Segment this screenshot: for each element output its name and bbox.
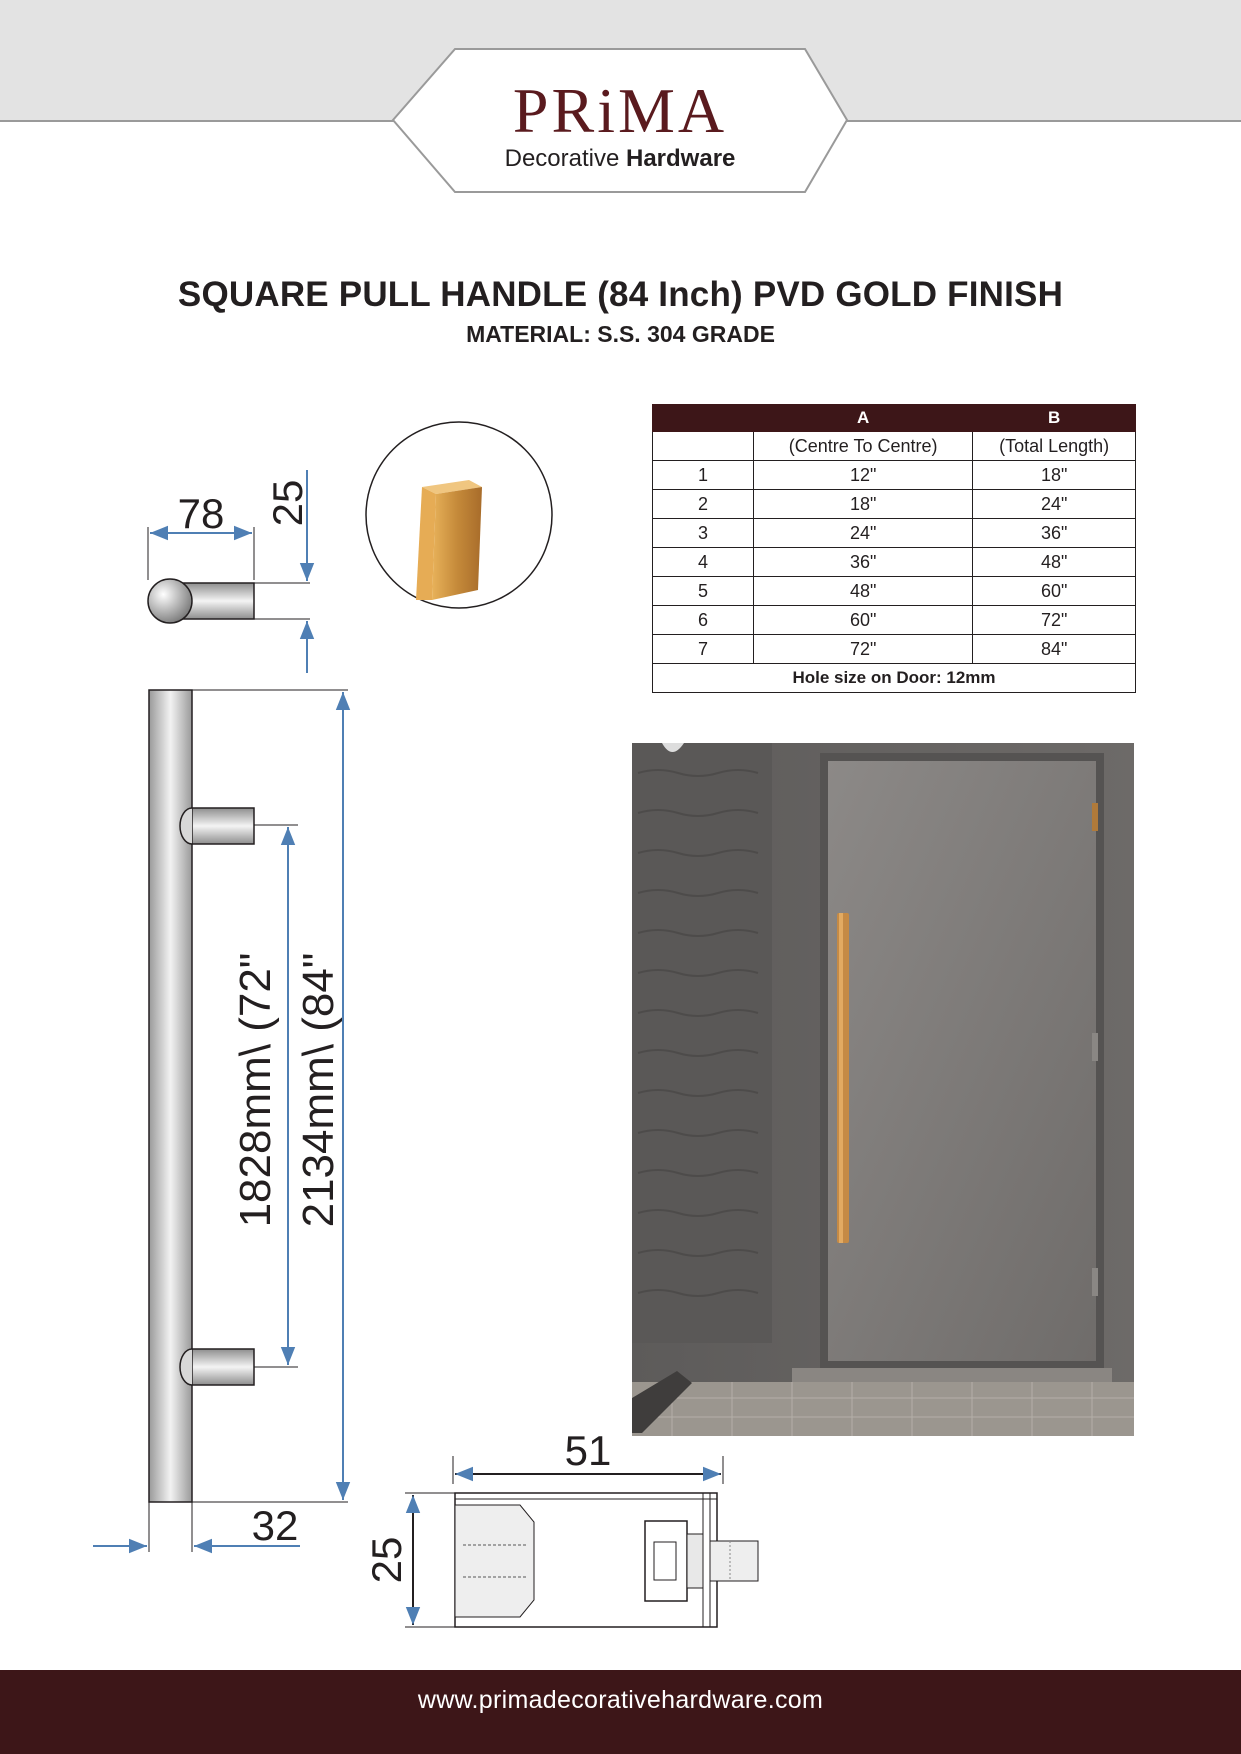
total-length-label: 2134mm\ (84" (294, 952, 343, 1228)
table-footer-row (653, 664, 1136, 693)
top-view (148, 470, 311, 673)
door-photo (632, 743, 1134, 1436)
table-cell: 18" (973, 461, 1136, 490)
table-cell: 36" (754, 548, 973, 577)
table-row (653, 461, 1136, 490)
centre-distance-label: 1828mm\ (72" (231, 952, 280, 1228)
table-cell: 24" (973, 490, 1136, 519)
table-cell: 12" (754, 461, 973, 490)
brand-tagline-bold: Hardware (626, 145, 736, 172)
table-row (653, 635, 1136, 664)
top-depth-label: 25 (264, 479, 311, 527)
material-subtitle: MATERIAL: S.S. 304 GRADE (466, 321, 775, 347)
table-cell (653, 432, 754, 461)
top-width-label: 78 (177, 490, 225, 537)
fixing-detail (363, 1427, 758, 1627)
table-row (653, 519, 1136, 548)
table-cell: 72" (973, 606, 1136, 635)
table-cell: 2 (653, 490, 754, 519)
table-cell: 7 (653, 635, 754, 664)
table-row (653, 577, 1136, 606)
size-table (652, 404, 1136, 693)
table-row (653, 490, 1136, 519)
table-cell: 60" (973, 577, 1136, 606)
table-cell: 5 (653, 577, 754, 606)
table-row (653, 606, 1136, 635)
product-title: SQUARE PULL HANDLE (84 Inch) PVD GOLD FINISH (177, 275, 1064, 314)
table-cell: 60" (754, 606, 973, 635)
table-cell: (Total Length) (973, 432, 1136, 461)
table-header-cell (653, 405, 754, 432)
table-cell: 1 (653, 461, 754, 490)
table-row (653, 548, 1136, 577)
fixing-length-label: 51 (564, 1427, 612, 1474)
table-cell: 36" (973, 519, 1136, 548)
table-cell: 3 (653, 519, 754, 548)
table-header-cell: B (973, 405, 1136, 432)
table-cell: 48" (973, 548, 1136, 577)
table-cell: 18" (754, 490, 973, 519)
brand-logo-text: PRiMA (512, 75, 728, 146)
table-header-row (653, 405, 1136, 432)
table-subheader-row (653, 432, 1136, 461)
table-cell: (Centre To Centre) (754, 432, 973, 461)
table-cell: 72" (754, 635, 973, 664)
website-link[interactable]: www.primadecorativehardware.com (417, 1686, 824, 1714)
table-cell: 24" (754, 519, 973, 548)
table-cell: 48" (754, 577, 973, 606)
table-cell: 84" (973, 635, 1136, 664)
bar-width-label: 32 (251, 1502, 299, 1549)
profile-detail (366, 422, 552, 608)
brand-tagline-regular: Decorative (504, 145, 620, 172)
side-elevation (93, 690, 348, 1552)
hole-size-note: Hole size on Door: 12mm (653, 664, 1136, 693)
table-header-cell: A (754, 405, 973, 432)
fixing-height-label: 25 (363, 1536, 410, 1584)
table-cell: 4 (653, 548, 754, 577)
table-cell: 6 (653, 606, 754, 635)
